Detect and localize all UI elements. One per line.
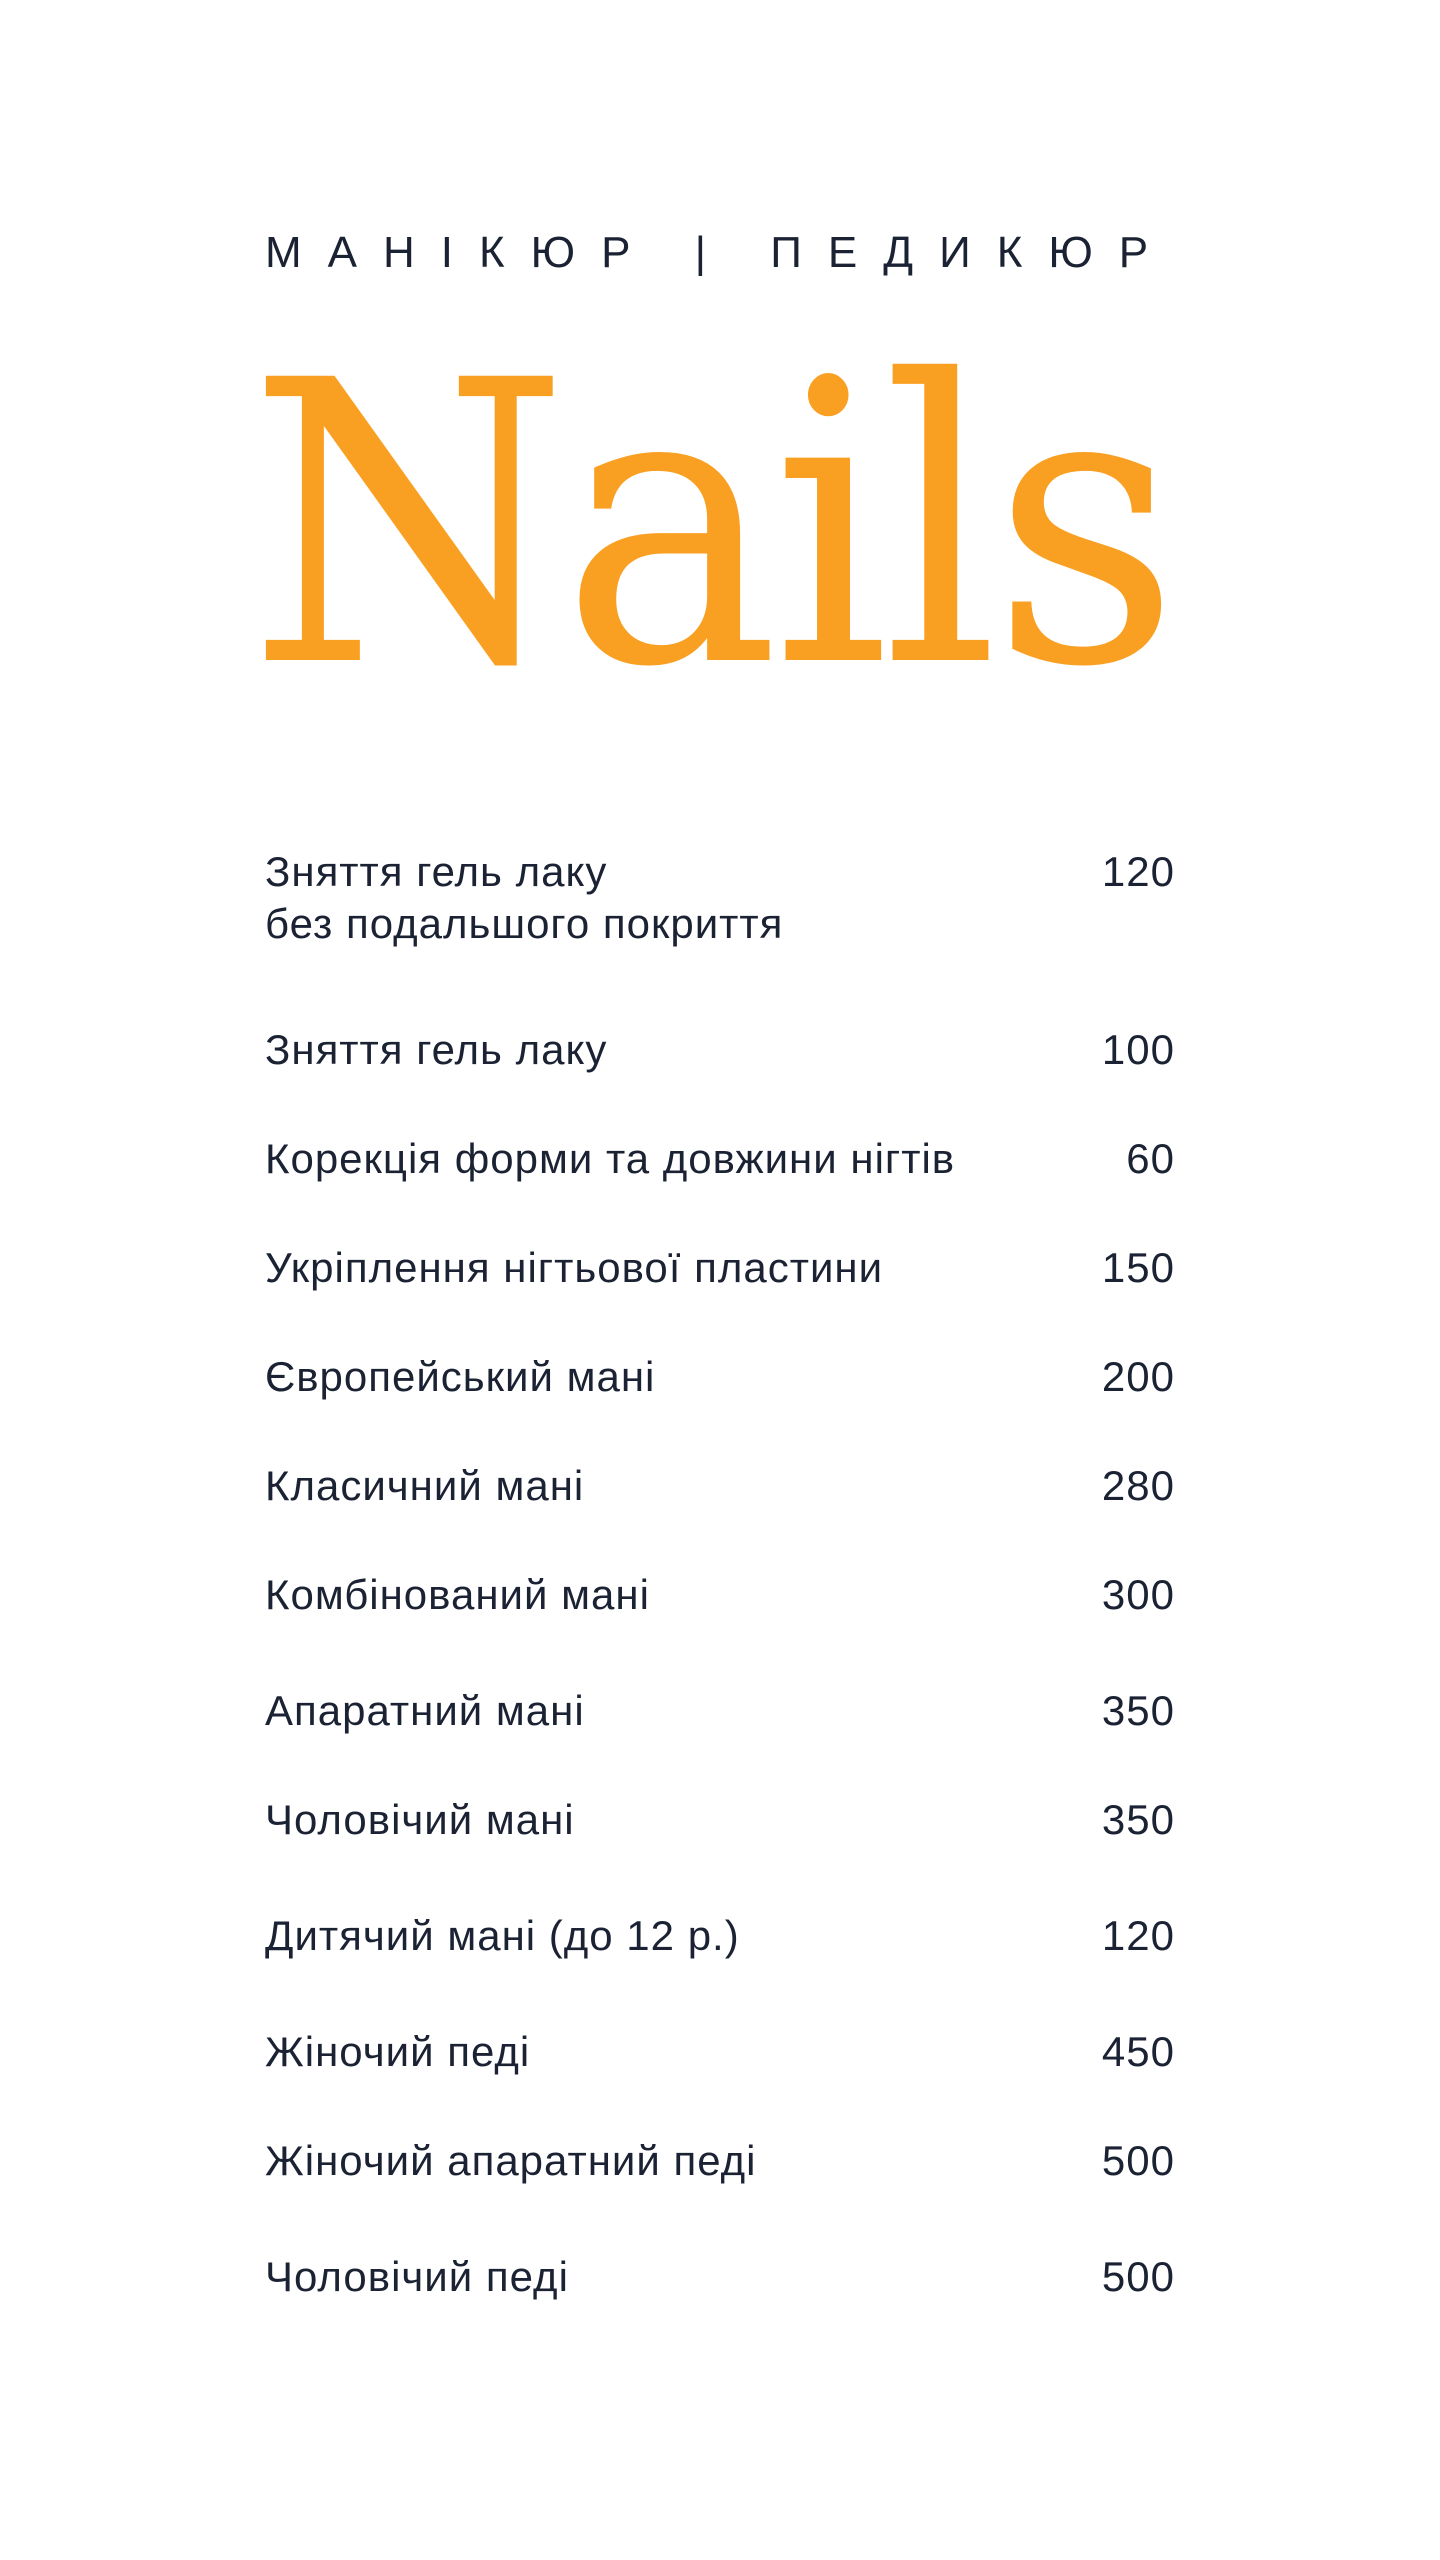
service-name-line1: Зняття гель лаку bbox=[265, 848, 608, 895]
service-name: Жіночий педі bbox=[265, 2028, 531, 2075]
service-name-line2: без подальшого покриття bbox=[265, 900, 784, 947]
service-price: 200 bbox=[1101, 1353, 1175, 1400]
service-price: 450 bbox=[1101, 2028, 1175, 2075]
service-name: Європейський мані bbox=[265, 1353, 656, 1400]
service-price: 280 bbox=[1101, 1462, 1175, 1509]
service-price: 500 bbox=[1101, 2253, 1175, 2300]
service-name: Апаратний мані bbox=[265, 1687, 585, 1734]
service-price: 60 bbox=[1126, 1135, 1175, 1182]
service-name: Чоловічий педі bbox=[265, 2253, 569, 2300]
service-price: 350 bbox=[1101, 1687, 1175, 1734]
service-price: 120 bbox=[1101, 1912, 1175, 1959]
service-name: Корекція форми та довжини нігтів bbox=[265, 1135, 956, 1182]
service-price: 300 bbox=[1101, 1571, 1175, 1618]
service-price: 100 bbox=[1101, 1026, 1175, 1073]
service-price: 500 bbox=[1101, 2137, 1175, 2184]
service-price: 120 bbox=[1101, 848, 1175, 895]
page-subtitle: МАНІКЮР | ПЕДИКЮР bbox=[265, 228, 1175, 277]
service-name: Укріплення нігтьової пластини bbox=[265, 1244, 884, 1291]
service-name: Зняття гель лаку bbox=[265, 1026, 608, 1073]
service-name: Чоловічий мані bbox=[265, 1796, 575, 1843]
service-name: Дитячий мані (до 12 р.) bbox=[265, 1912, 740, 1959]
service-name bbox=[265, 846, 783, 950]
service-price: 350 bbox=[1101, 1796, 1175, 1843]
service-name: Жіночий апаратний педі bbox=[265, 2137, 757, 2184]
service-name: Комбінований мані bbox=[265, 1571, 650, 1618]
page-title: Nails bbox=[248, 298, 1173, 752]
service-price: 150 bbox=[1101, 1244, 1175, 1291]
service-name: Класичний мані bbox=[265, 1462, 585, 1509]
